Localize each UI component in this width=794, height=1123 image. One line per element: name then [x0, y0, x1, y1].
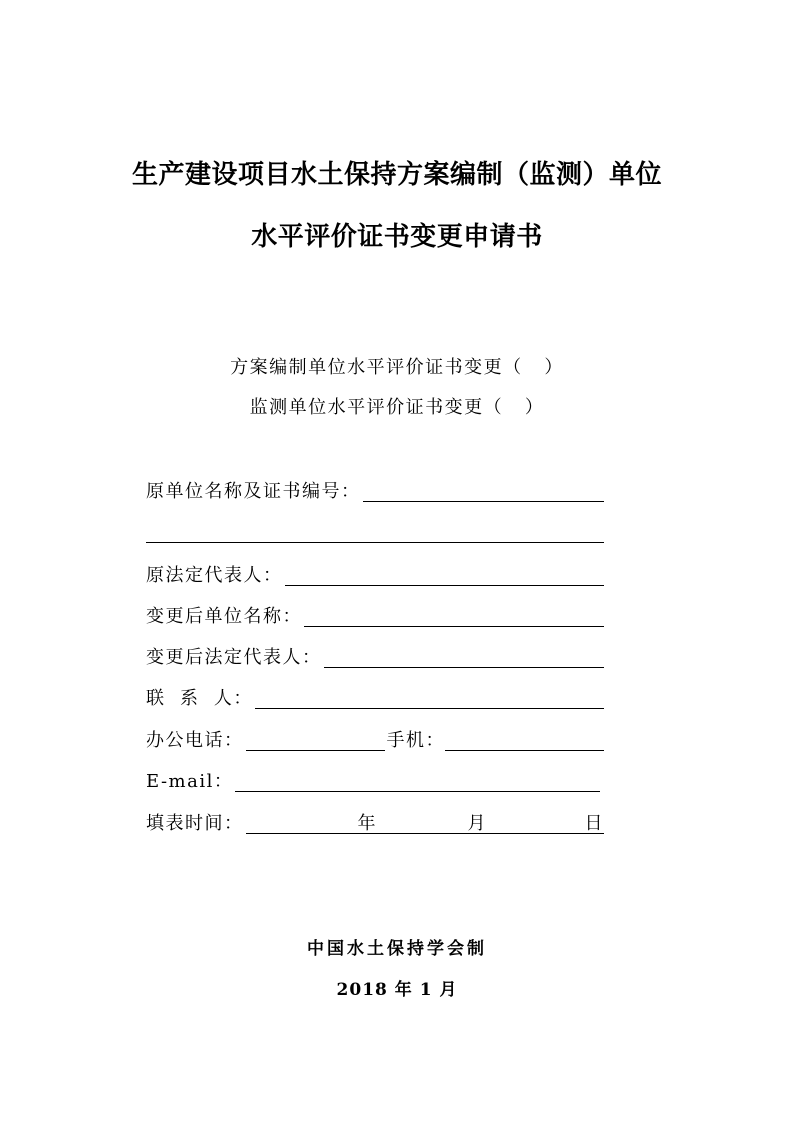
new-name-row — [146, 605, 604, 629]
new-rep-row — [146, 646, 604, 670]
issuer: 中国水土保持学会制 — [307, 939, 487, 959]
original-name-continuation-line — [146, 542, 604, 543]
original-name-field — [363, 480, 605, 502]
mobile-label: 手机： — [386, 730, 445, 751]
new-rep-field — [324, 646, 605, 668]
new-rep-label: 变更后法定代表人： — [146, 647, 322, 668]
contact-label: 联 系 人： — [146, 688, 253, 709]
day-label: 日 — [584, 813, 604, 834]
phone-row — [146, 729, 604, 753]
change-type-monitoring: 监测单位水平评价证书变更（ ） — [249, 397, 545, 418]
issue-date: 2018 年 1 月 — [336, 980, 458, 1000]
office-phone-field — [246, 729, 385, 751]
email-label: E-mail： — [146, 771, 234, 792]
change-type-plan-compilation: 方案编制单位水平评价证书变更（ ） — [230, 357, 564, 378]
original-name-label: 原单位名称及证书编号： — [146, 481, 361, 502]
document-title-line1: 生产建设项目水土保持方案编制（监测）单位 — [131, 160, 662, 190]
original-rep-field — [285, 564, 605, 586]
document-title-line2: 水平评价证书变更申请书 — [251, 222, 543, 252]
new-name-field — [304, 605, 604, 627]
email-row — [146, 770, 600, 794]
office-phone-label: 办公电话： — [146, 730, 244, 751]
contact-row — [146, 687, 604, 711]
fill-date-label: 填表时间： — [146, 813, 244, 834]
email-field — [235, 770, 600, 792]
original-rep-label: 原法定代表人： — [146, 565, 283, 586]
mobile-field — [445, 729, 604, 751]
fill-date-row — [146, 812, 604, 836]
fill-date-field — [246, 812, 605, 834]
original-rep-row — [146, 564, 604, 588]
year-label: 年 — [357, 813, 377, 834]
new-name-label: 变更后单位名称： — [146, 606, 302, 627]
month-label: 月 — [467, 813, 487, 834]
contact-field — [255, 687, 604, 709]
original-name-row — [146, 480, 604, 504]
